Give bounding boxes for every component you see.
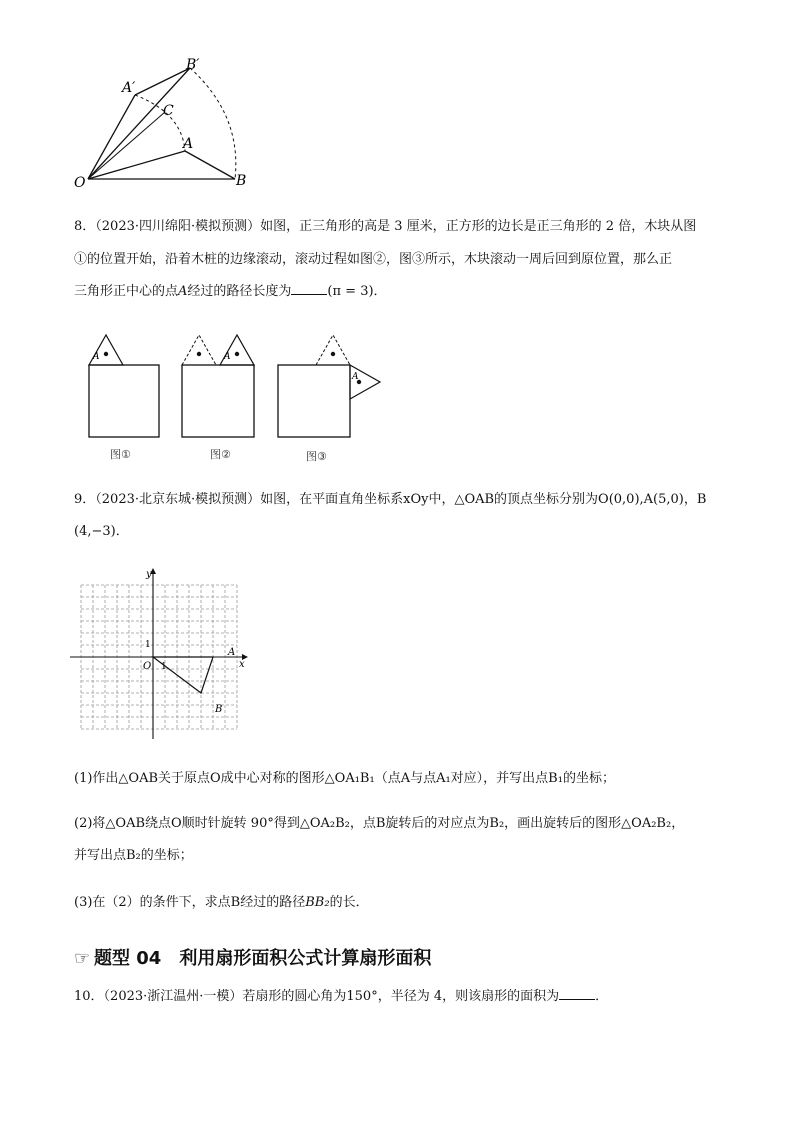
q9-sub3-b: 的长． xyxy=(329,895,369,910)
q9-arc-BB2: BB₂ xyxy=(305,895,330,910)
q9-sub2-line2: 并写出点B₂的坐标； xyxy=(74,848,193,863)
point-label-B: B xyxy=(215,704,223,715)
q10-end: ． xyxy=(595,989,609,1004)
q8-line3-a: 三角形正中心的点 xyxy=(74,284,179,299)
q9-line2: (4,−3)． xyxy=(74,524,129,539)
section-heading xyxy=(74,944,431,970)
q9-coordinate-grid xyxy=(70,565,250,745)
label-O: O xyxy=(74,175,86,191)
q8-line3 xyxy=(74,282,724,302)
q8-line3-c: 经过的路径长度为 xyxy=(187,284,292,299)
q8-line3-d: (π = 3)． xyxy=(327,284,387,299)
q8-answer-blank xyxy=(291,282,327,295)
axis-label-y: y xyxy=(146,569,152,580)
q8-figure-1-caption: 图① xyxy=(110,448,131,461)
q9-grid-diagram xyxy=(70,565,250,745)
q8-figure-1-diagram xyxy=(85,330,165,440)
q8-figure-2-caption: 图② xyxy=(210,448,231,461)
q8-figure-2 xyxy=(178,330,258,460)
q8-line2: ①的位置开始，沿着木桩的边缘滚动，滚动过程如图②，图③所示，木块滚动一周后回到原位置，那么正 xyxy=(74,252,673,267)
q8-fig3-label-A: A xyxy=(352,372,359,382)
pointing-hand-icon: ☞ xyxy=(74,948,91,969)
q8-figure-3-caption: 图③ xyxy=(306,450,327,463)
tick-label-x1: 1 xyxy=(161,662,167,672)
label-B: B xyxy=(236,173,247,189)
q10-answer-blank xyxy=(559,987,595,1000)
q10-text: 10．（2023·浙江温州·一模）若扇形的圆心角为150°，半径为 4，则该扇形的面积为 xyxy=(74,989,560,1004)
label-C: C xyxy=(163,103,174,119)
q8-fig2-label-A: A xyxy=(224,352,231,362)
q9-sub3 xyxy=(74,893,724,913)
q8-fig1-label-A: A xyxy=(93,352,100,362)
q10-line xyxy=(74,987,724,1007)
label-A: A xyxy=(183,136,194,152)
q8-figure-1 xyxy=(85,330,165,460)
origin-label: O xyxy=(143,661,152,672)
rotation-figure xyxy=(70,55,260,195)
q9-sub1: (1)作出△OAB关于原点O成中心对称的图形△OA₁B₁（点A与点A₁对应），并写出点B₁的坐标； xyxy=(74,771,615,786)
tick-label-y1: 1 xyxy=(145,640,151,650)
label-A-prime: A′ xyxy=(122,80,136,96)
q8-figure-2-diagram xyxy=(178,330,258,440)
label-B-prime: B′ xyxy=(186,57,200,73)
q9-line1: 9．（2023·北京东城·模拟预测）如图，在平面直角坐标系xOy中，△OAB的顶点坐标分别为O(0,0),A(5,0)，B xyxy=(74,492,707,507)
q9-sub2-line1: (2)将△OAB绕点O顺时针旋转 90°得到△OA₂B₂，点B旋转后的对应点为B₂，画出旋转后的图形△OA₂B₂， xyxy=(74,816,685,831)
rotation-diagram xyxy=(70,55,260,195)
q8-point-A: A xyxy=(178,284,188,299)
axis-label-x: x xyxy=(239,659,245,670)
q8-figure-3 xyxy=(274,330,394,460)
section-title: 题型 04 利用扇形面积公式计算扇形面积 xyxy=(94,948,432,969)
point-label-A: A xyxy=(228,647,236,658)
q8-line1: 8．（2023·四川绵阳·模拟预测）如图，正三角形的高是 3 厘米，正方形的边长是正三角形的 2 倍，木块从图 xyxy=(74,219,697,234)
q9-sub3-a: (3)在（2）的条件下，求点B经过的路径 xyxy=(74,895,306,910)
q8-figure-3-diagram xyxy=(274,330,394,440)
